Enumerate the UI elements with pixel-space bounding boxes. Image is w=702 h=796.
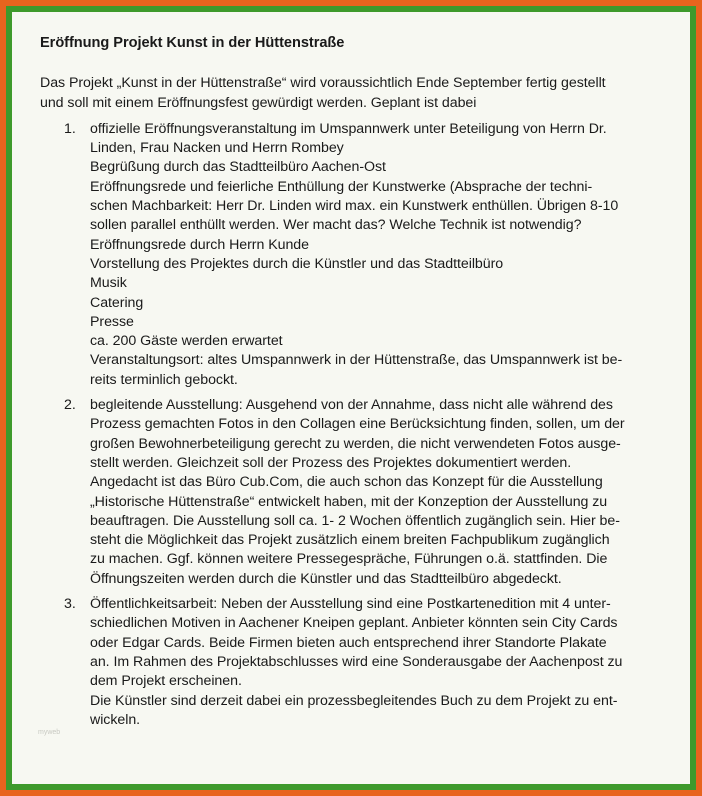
inner-frame	[6, 6, 696, 790]
list-item	[40, 396, 680, 589]
list-item-line: stellt werden. Gleichzeit soll der Prozess des Projektes dokumentiert werden.	[90, 454, 572, 471]
list-item-line: an. Im Rahmen des Projektabschlusses wird eine Sonderausgabe der Aachenpost zu	[90, 653, 623, 670]
list-item-line: offizielle Eröffnungsveranstaltung im Umspannwerk unter Beteiligung von Herrn Dr.	[90, 120, 607, 137]
list-item-line: Öffnungszeiten werden durch die Künstler und das Stadtteilbüro abgedeckt.	[90, 570, 562, 587]
list-item-number: 3.	[64, 596, 76, 613]
list-item-line: Die Künstler sind derzeit dabei ein prozessbegleitendes Buch zu dem Projekt zu ent-	[90, 692, 618, 709]
intro-line: und soll mit einem Eröffnungsfest gewürdigt werden. Geplant ist dabei	[40, 94, 477, 111]
list-item-number: 1.	[64, 120, 76, 137]
document-title: Eröffnung Projekt Kunst in der Hüttenstraße	[40, 35, 345, 51]
list-item-line: steht die Möglichkeit das Projekt zusätzlich einem breiten Fachpublikum zugänglich	[90, 532, 610, 549]
list-item	[40, 595, 680, 730]
list-item-line: zu machen. Ggf. können weitere Pressegespräche, Führungen o.ä. stattfinden. Die	[90, 551, 608, 568]
list-item-line: Eröffnungsrede und feierliche Enthüllung der Kunstwerke (Absprache der techni-	[90, 178, 593, 195]
document-page	[40, 34, 680, 736]
list-item-line: Öffentlichkeitsarbeit: Neben der Ausstellung sind eine Postkartenedition mit 4 unter-	[90, 596, 611, 613]
list-item	[40, 120, 680, 390]
list-item-line: Angedacht ist das Büro Cub.Com, die auch schon das Konzept für die Ausstellung	[90, 474, 603, 491]
list-item-line: Vorstellung des Projektes durch die Künstler und das Stadtteilbüro	[90, 255, 504, 272]
watermark: myweb	[38, 729, 61, 736]
list-item-line: großen Bewohnerbeteiligung gerecht zu werden, die nicht verwendeten Fotos ausge-	[90, 435, 621, 452]
list-item-line: sollen parallel enthüllt werden. Wer macht das? Welche Technik ist notwendig?	[90, 217, 582, 234]
list-item-number: 2.	[64, 397, 76, 414]
list-item-line: Prozess gemachten Fotos in den Collagen eine Berücksichtung finden, sollen, um der	[90, 416, 625, 433]
list-item-line: oder Edgar Cards. Beide Firmen bieten auch entsprechend ihrer Standorte Plakate	[90, 634, 607, 651]
list-item-line: Linden, Frau Nacken und Herrn Rombey	[90, 140, 344, 157]
list-item-line: schiedlichen Motiven in Aachener Kneipen geplant. Anbieter könnten sein City Cards	[90, 615, 618, 632]
list-item-line: Presse	[90, 313, 134, 330]
list-item-line: beauftragen. Die Ausstellung soll ca. 1- 2 Wochen öffentlich zugänglich sein. Hier be-	[90, 512, 620, 529]
list-item-line: ca. 200 Gäste werden erwartet	[90, 333, 283, 350]
intro-line: Das Projekt „Kunst in der Hüttenstraße“ wird voraussichtlich Ende September fertig gestellt	[40, 75, 606, 92]
intro-paragraph	[40, 74, 680, 113]
list-item-line: begleitende Ausstellung: Ausgehend von der Annahme, dass nicht alle während des	[90, 397, 613, 414]
list-item-line: Begrüßung durch das Stadtteilbüro Aachen-Ost	[90, 159, 386, 176]
list-item-line: dem Projekt erscheinen.	[90, 673, 242, 690]
list-item-line: Musik	[90, 275, 127, 292]
list-item-line: „Historische Hüttenstraße“ entwickelt haben, mit der Konzeption der Ausstellung zu	[90, 493, 608, 510]
plan-list	[40, 120, 680, 730]
list-item-line: Eröffnungsrede durch Herrn Kunde	[90, 236, 309, 253]
list-item-line: schen Machbarkeit: Herr Dr. Linden wird max. ein Kunstwerk enthüllen. Übrigen 8-10	[90, 198, 619, 215]
list-item-line: reits terminlich gebockt.	[90, 371, 238, 388]
list-item-line: Catering	[90, 294, 144, 311]
list-item-line: wickeln.	[90, 711, 141, 728]
list-item-line: Veranstaltungsort: altes Umspannwerk in der Hüttenstraße, das Umspannwerk ist be-	[90, 352, 623, 369]
